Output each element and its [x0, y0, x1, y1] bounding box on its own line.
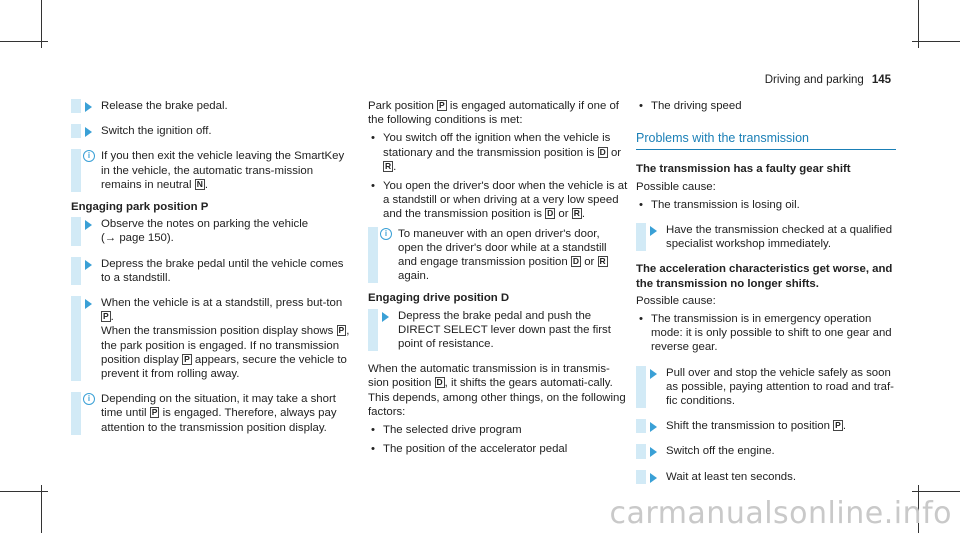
step-arrow-icon — [85, 299, 92, 309]
bullet-item: • The position of the accelerator pedal — [368, 442, 628, 456]
step-arrow-icon — [85, 220, 92, 230]
bullet-item: • You open the driver's door when the vehicle is at a standstill or when driving at a very low speed and the transmission position is D or R . — [368, 179, 628, 222]
instruction-step: Depress the brake pedal and push the DIRECT SELECT lever down past the first point of resistance. — [368, 309, 628, 352]
instruction-step: Switch the ignition off. — [71, 124, 351, 138]
gear-d-symbol: D — [599, 146, 606, 157]
crop-mark — [912, 41, 960, 42]
subheading: Engaging park position P — [71, 201, 209, 214]
instruction-step: Depress the brake pedal until the vehicle comes to a standstill. — [71, 257, 351, 285]
gear-p-symbol: P — [439, 100, 445, 110]
bullet-item: • You switch off the ignition when the vehicle is stationary and the transmission position is D or R . — [368, 131, 628, 174]
crop-mark — [912, 491, 960, 492]
step-arrow-icon — [650, 473, 657, 483]
gear-d-symbol: D — [547, 208, 554, 219]
gear-p-symbol: P — [338, 325, 345, 336]
step-arrow-icon — [650, 422, 657, 432]
step-arrow-icon — [650, 226, 657, 236]
page-reference: (→ page 150). — [101, 232, 174, 245]
gear-d-symbol: D — [436, 377, 443, 388]
crop-mark — [0, 491, 48, 492]
watermark: carmanualsonline.info — [609, 496, 952, 531]
info-note: i To maneuver with an open driver's door, open the driver's door while at a standstill and engage transmission position D or R again. — [368, 227, 628, 284]
instruction-step: Pull over and stop the vehicle safely as soon as possible, paying attention to road and traf-fic conditions. — [636, 366, 896, 409]
bullet-item: • The transmission is losing oil. — [636, 198, 896, 212]
bullet-item: • The selected drive program — [368, 423, 628, 437]
gear-r-symbol: R — [573, 208, 580, 219]
info-icon: i — [380, 228, 392, 240]
column-2 — [368, 99, 628, 461]
step-arrow-icon — [85, 127, 92, 137]
instruction-step: Switch off the engine. — [636, 444, 896, 458]
column-3 — [636, 99, 896, 495]
instruction-step: Have the transmission checked at a qualified specialist workshop immediately. — [636, 223, 896, 251]
page-header — [765, 73, 891, 87]
paragraph: Park position P is engaged automatically if one of the following conditions is met: — [368, 100, 619, 127]
step-arrow-icon — [650, 369, 657, 379]
gear-p-symbol: P — [151, 407, 158, 418]
subheading: Engaging drive position D — [368, 292, 510, 305]
step-arrow-icon — [85, 260, 92, 270]
instruction-step: Shift the transmission to position P . — [636, 419, 896, 433]
bullet-item: • The driving speed — [636, 99, 896, 113]
gear-p-symbol: P — [103, 311, 109, 322]
step-arrow-icon — [382, 312, 389, 322]
info-note: i If you then exit the vehicle leaving the SmartKey in the vehicle, the automatic trans-mission remains in neutral N . — [71, 149, 351, 192]
instruction-step: Wait at least ten seconds. — [636, 470, 896, 484]
gear-r-symbol: R — [599, 256, 606, 267]
section-title: Driving and parking — [764, 74, 864, 86]
subheading: The acceleration characteristics get worse, and the transmission no longer shifts. — [636, 263, 893, 290]
info-note: i Depending on the situation, it may take a short time until P is engaged. Therefore, always pay attention to the transmission position display. — [71, 392, 351, 435]
crop-mark — [41, 485, 42, 533]
info-icon: i — [83, 393, 95, 405]
page-number: 145 — [871, 74, 891, 86]
instruction-step: When the vehicle is at a standstill, press but-ton P . When the transmission position display shows P , the park position is engaged. If no transmission position display P appears, secure the vehicle to prevent it from rolling away. — [71, 296, 351, 381]
subheading: The transmission has a faulty gear shift — [636, 163, 851, 176]
paragraph: Possible cause: — [636, 294, 716, 307]
gear-d-symbol: D — [572, 256, 580, 267]
gear-r-symbol: R — [385, 160, 392, 171]
gear-p-symbol: P — [835, 420, 841, 431]
crop-mark — [0, 41, 48, 42]
paragraph: When the automatic transmission is in transmis-sion position D , it shifts the gears automati-cally. This depends, among other things, on the following factors: — [368, 363, 626, 418]
instruction-step: Release the brake pedal. — [71, 99, 351, 113]
step-arrow-icon — [650, 447, 657, 457]
paragraph: Possible cause: — [636, 180, 716, 193]
column-1 — [71, 99, 351, 443]
instruction-step: Observe the notes on parking the vehicle (→ page 150). — [71, 217, 351, 245]
bullet-item: • The transmission is in emergency operation mode: it is only possible to shift to one gear and reverse gear. — [636, 312, 896, 355]
section-heading: Problems with the transmission — [636, 131, 896, 150]
info-icon: i — [83, 150, 95, 162]
step-arrow-icon — [85, 102, 92, 112]
gear-p-symbol: P — [184, 353, 190, 364]
gear-n-symbol: N — [196, 178, 203, 189]
